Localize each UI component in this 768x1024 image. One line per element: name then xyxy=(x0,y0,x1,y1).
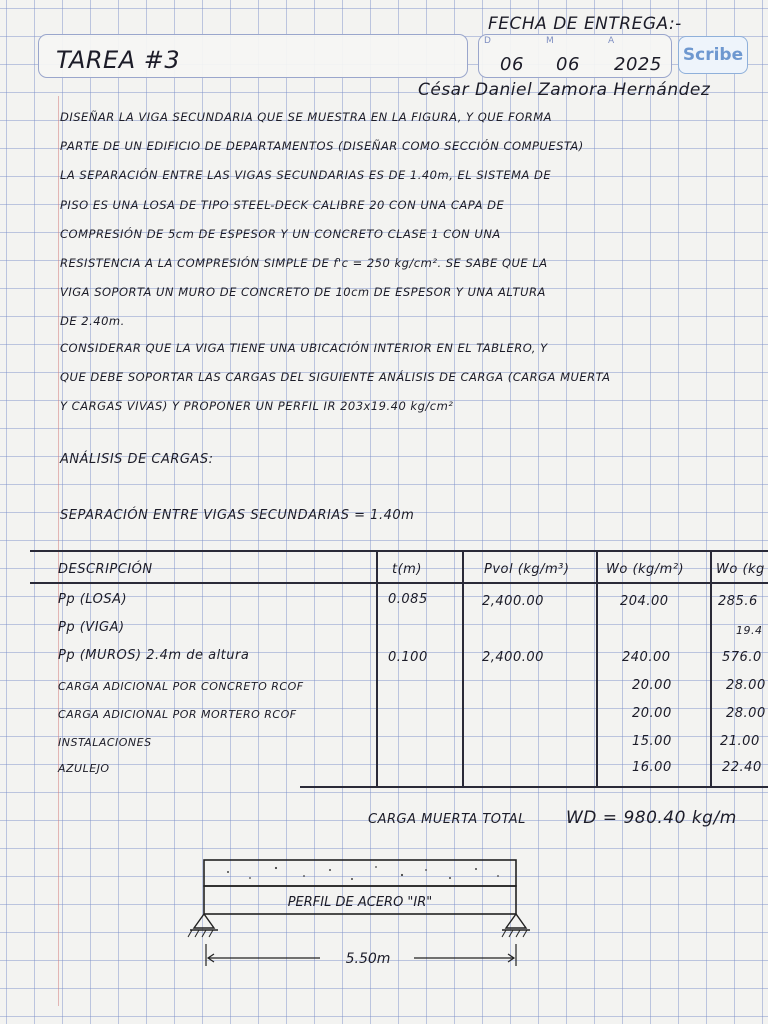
statement-line: Y CARGAS VIVAS) Y PROPONER UN PERFIL IR 203x19.40 kg/cm² xyxy=(60,399,454,413)
row-thickness: 0.100 xyxy=(388,650,428,665)
statement-line: DE 2.40m. xyxy=(60,314,125,328)
statement-line: RESISTENCIA A LA COMPRESIÓN SIMPLE DE f'c = 250 kg/cm². SE SABE QUE LA xyxy=(60,256,548,270)
row-wo-linear: 21.00 xyxy=(720,734,760,749)
row-pvol: 2,400.00 xyxy=(482,594,544,609)
header-thickness: t(m) xyxy=(392,562,422,577)
separation-line: SEPARACIÓN ENTRE VIGAS SECUNDARIAS = 1.40m xyxy=(60,508,415,523)
row-wo-linear: 285.6 xyxy=(718,594,758,609)
date-letter-year: A xyxy=(608,36,615,46)
row-thickness: 0.085 xyxy=(388,592,428,607)
row-description: CARGA ADICIONAL POR CONCRETO RCOF xyxy=(58,680,304,693)
row-wo-linear: 576.0 xyxy=(722,650,762,665)
row-description: Pp (MUROS) 2.4m de altura xyxy=(58,648,250,663)
span-length: 5.50m xyxy=(345,951,391,967)
slab-rect xyxy=(204,860,516,886)
left-support xyxy=(194,914,214,928)
row-wo-area: 15.00 xyxy=(632,734,672,749)
page-title: TAREA #3 xyxy=(56,46,181,74)
row-description: Pp (VIGA) xyxy=(58,620,125,635)
row-wo-area: 240.00 xyxy=(622,650,671,665)
row-description: AZULEJO xyxy=(58,762,110,775)
row-wo-area: 16.00 xyxy=(632,760,672,775)
table-column-divider xyxy=(596,550,598,786)
beam-drawing xyxy=(180,848,540,978)
row-description: CARGA ADICIONAL POR MORTERO RCOF xyxy=(58,708,297,721)
statement-line: VIGA SOPORTA UN MURO DE CONCRETO DE 10cm DE ESPESOR Y UNA ALTURA xyxy=(60,285,546,299)
beam-diagram xyxy=(180,848,540,982)
scribe-logo: Scribe xyxy=(678,36,748,74)
analysis-heading: ANÁLISIS DE CARGAS: xyxy=(60,452,214,467)
table-top-border xyxy=(30,550,768,552)
beam-label: PERFIL DE ACERO "IR" xyxy=(287,895,433,910)
date-day: 06 xyxy=(500,54,524,75)
table-column-divider xyxy=(710,550,712,786)
author-name: César Daniel Zamora Hernández xyxy=(418,80,711,100)
due-date-label: FECHA DE ENTREGA:- xyxy=(488,14,682,34)
row-description: Pp (LOSA) xyxy=(58,592,128,607)
header-wo-area: Wo (kg/m²) xyxy=(606,562,685,577)
row-wo-linear: 19.4 xyxy=(736,624,763,637)
statement-line: QUE DEBE SOPORTAR LAS CARGAS DEL SIGUIENTE ANÁLISIS DE CARGA (CARGA MUERTA xyxy=(60,370,611,384)
statement-line: PARTE DE UN EDIFICIO DE DEPARTAMENTOS (DISEÑAR COMO SECCIÓN COMPUESTA) xyxy=(60,139,584,153)
row-wo-area: 20.00 xyxy=(632,706,672,721)
row-pvol: 2,400.00 xyxy=(482,650,544,665)
date-letter-month: M xyxy=(546,36,554,46)
dead-load-total-value: WD = 980.40 kg/m xyxy=(566,808,737,828)
table-header-divider xyxy=(30,582,768,584)
statement-line: CONSIDERAR QUE LA VIGA TIENE UNA UBICACIÓN INTERIOR EN EL TABLERO, Y xyxy=(60,341,548,355)
row-wo-linear: 28.00 xyxy=(726,706,766,721)
header-description: DESCRIPCIÓN xyxy=(58,562,153,577)
statement-line: DISEÑAR LA VIGA SECUNDARIA QUE SE MUESTRA EN LA FIGURA, Y QUE FORMA xyxy=(60,110,553,124)
row-wo-area: 20.00 xyxy=(632,678,672,693)
date-month: 06 xyxy=(556,54,580,75)
row-wo-linear: 28.00 xyxy=(726,678,766,693)
header-wo-linear: Wo (kg xyxy=(716,562,765,577)
row-description: INSTALACIONES xyxy=(58,736,152,749)
concrete-aggregate-dots xyxy=(227,866,499,880)
date-letter-day: D xyxy=(484,36,491,46)
table-column-divider xyxy=(462,550,464,786)
right-support xyxy=(506,914,526,928)
statement-line: LA SEPARACIÓN ENTRE LAS VIGAS SECUNDARIAS ES DE 1.40m, EL SISTEMA DE xyxy=(60,168,552,182)
date-year: 2025 xyxy=(614,54,662,75)
dead-load-total-label: CARGA MUERTA TOTAL xyxy=(368,812,526,827)
row-wo-area: 204.00 xyxy=(620,594,669,609)
row-wo-linear: 22.40 xyxy=(722,760,762,775)
table-column-divider xyxy=(376,550,378,786)
table-bottom-border xyxy=(300,786,768,788)
header-pvol: Pvol (kg/m³) xyxy=(484,562,570,577)
statement-line: PISO ES UNA LOSA DE TIPO STEEL-DECK CALIBRE 20 CON UNA CAPA DE xyxy=(60,198,505,212)
statement-line: COMPRESIÓN DE 5cm DE ESPESOR Y UN CONCRETO CLASE 1 CON UNA xyxy=(60,227,501,241)
